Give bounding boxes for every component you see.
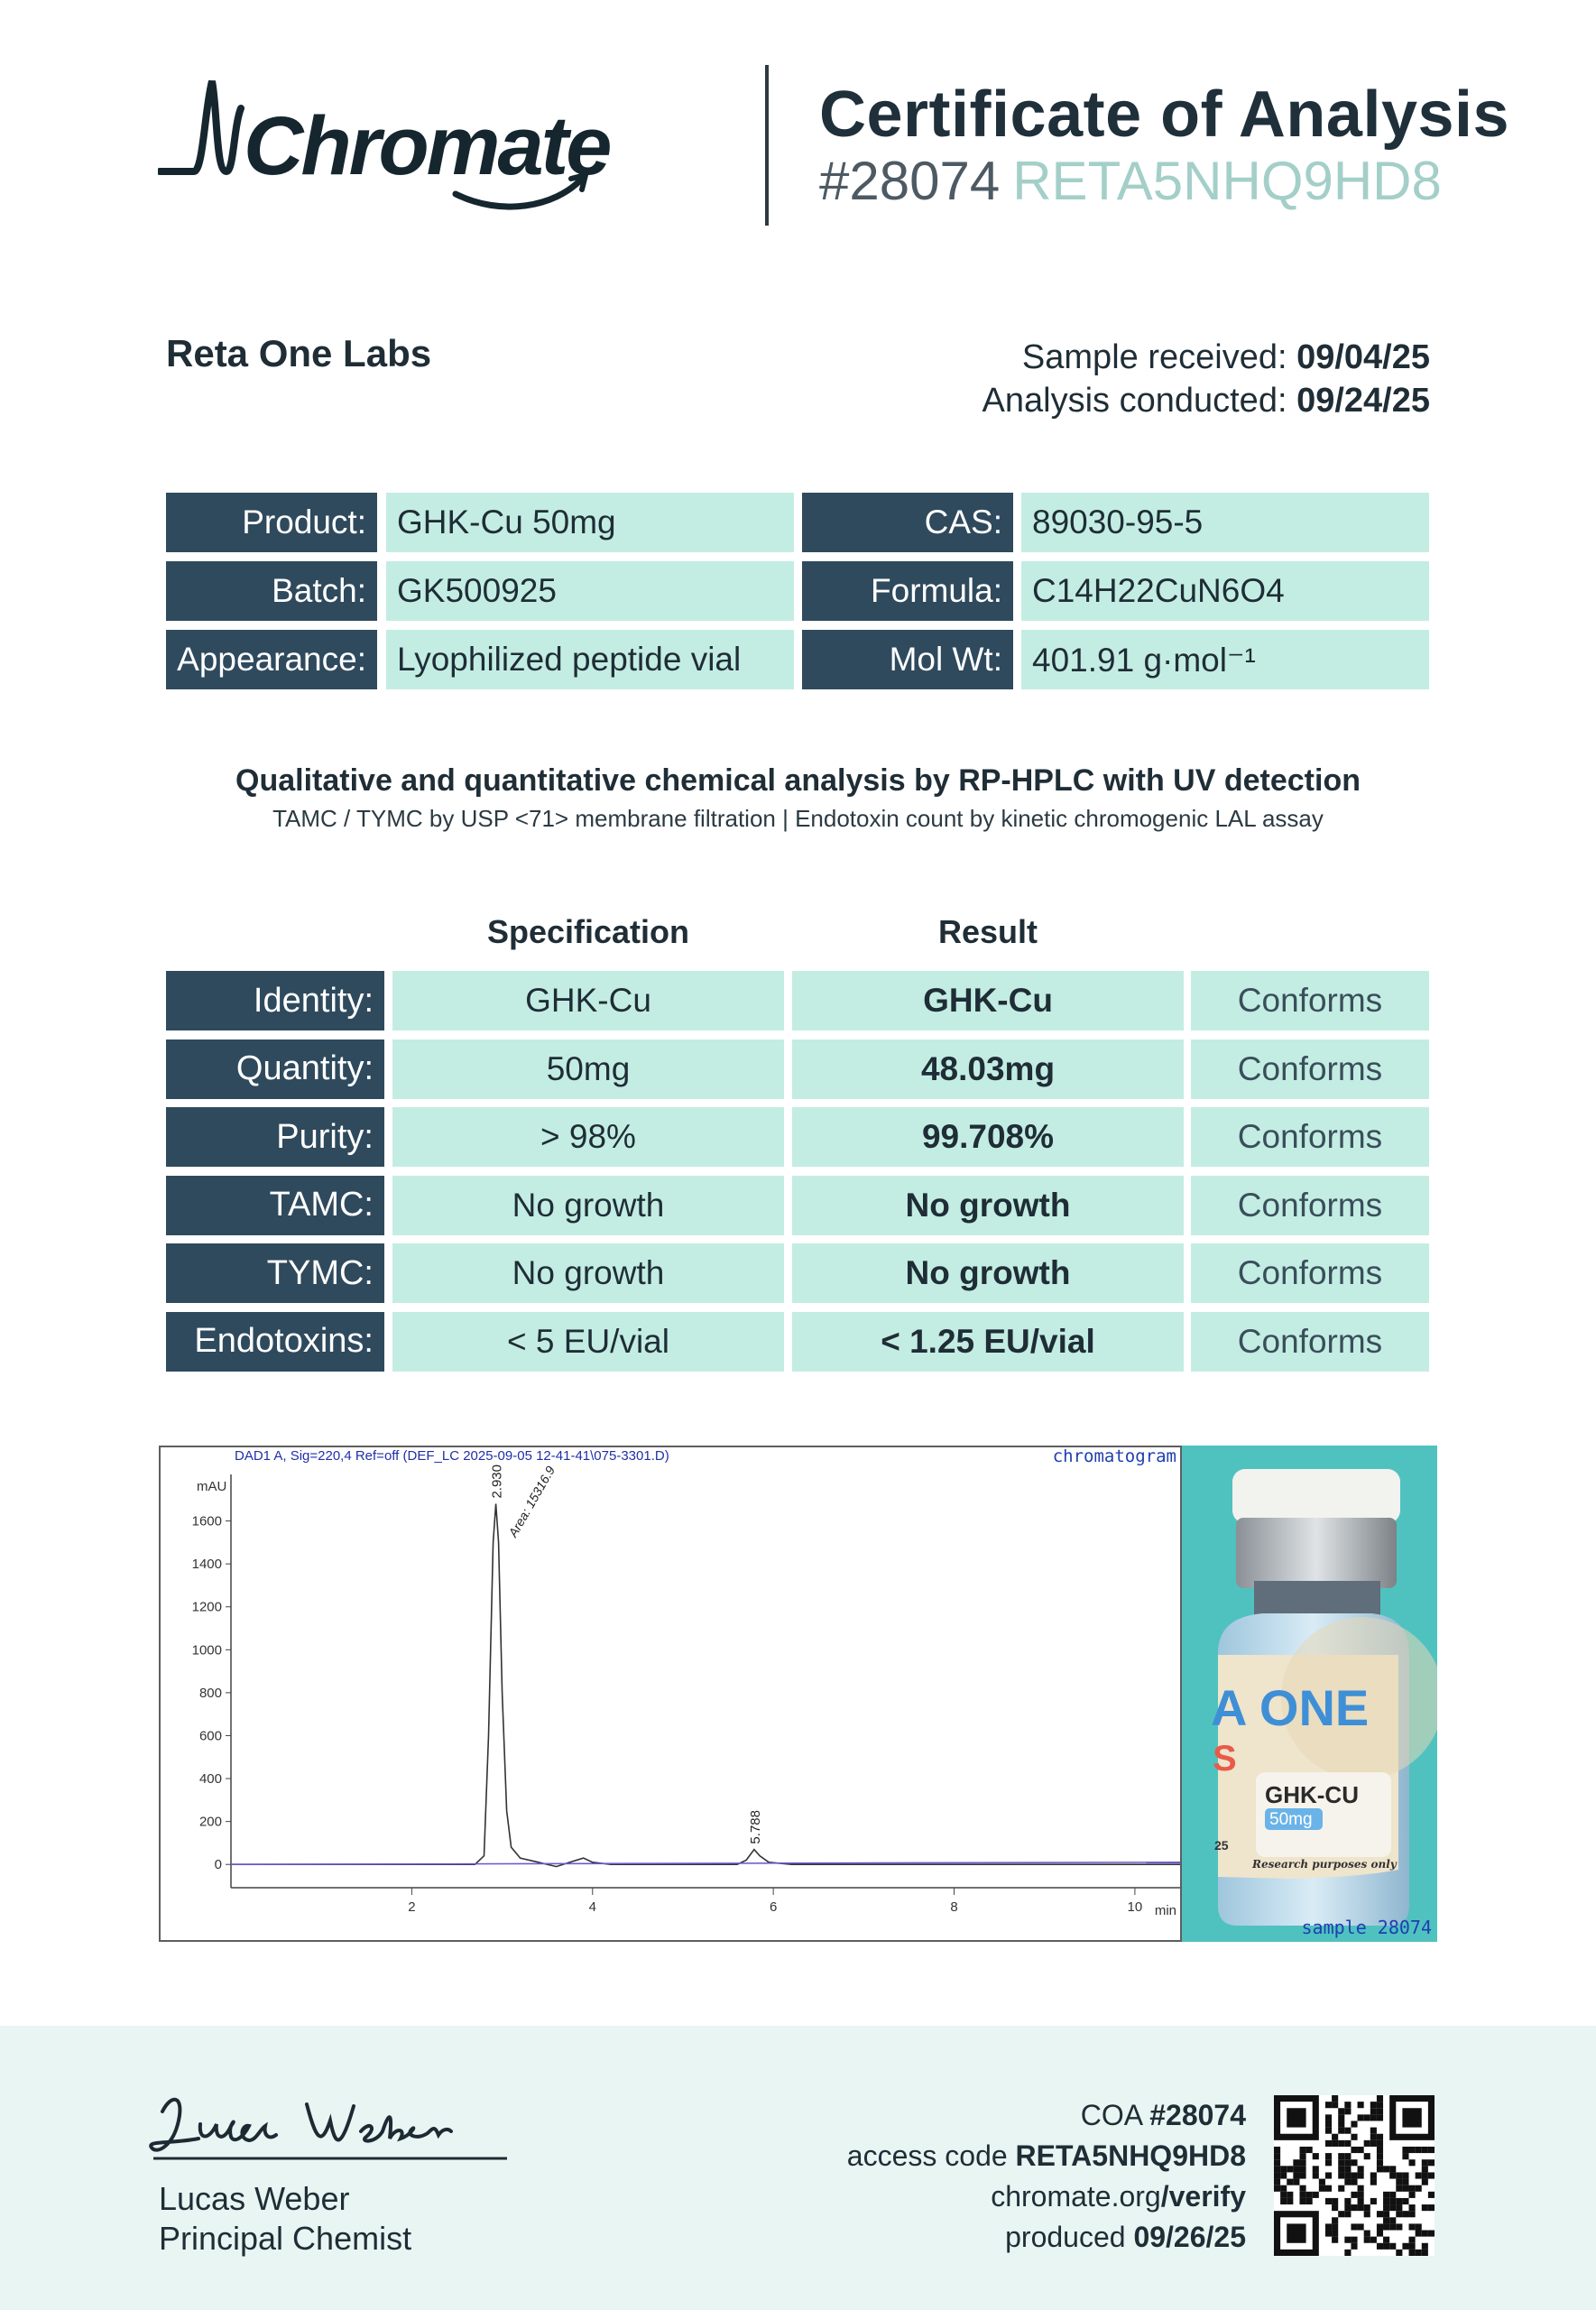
qr-code[interactable] — [1274, 2095, 1435, 2256]
result-column-header: Result — [937, 913, 1038, 950]
access-code: RETA5NHQ9HD8 — [1015, 2139, 1246, 2172]
svg-text:50mg: 50mg — [1269, 1810, 1313, 1829]
info-label: Formula: — [802, 561, 1013, 621]
y-tick-label: 1400 — [191, 1557, 222, 1573]
result-row-value: No growth — [792, 1176, 1184, 1235]
vial-illustration — [1182, 1446, 1437, 1942]
verify-link[interactable] — [847, 2176, 1246, 2217]
peak-rt-label: 5.788 — [747, 1810, 763, 1844]
info-label: Appearance: — [166, 630, 377, 689]
peak-area-label: Area: 15316.9 — [505, 1463, 558, 1540]
info-label: Mol Wt: — [802, 630, 1013, 689]
signer-name: Lucas Weber — [159, 2180, 350, 2217]
vial-product-text: GHK-CU — [1265, 1781, 1359, 1808]
signal-trace — [231, 1504, 1180, 1867]
result-row-spec: < 5 EU/vial — [392, 1312, 784, 1372]
signature — [144, 2084, 523, 2179]
info-value: C14H22CuN6O4 — [1021, 561, 1429, 621]
result-row-spec: No growth — [392, 1176, 784, 1235]
info-value: 89030-95-5 — [1021, 493, 1429, 552]
method-title: Qualitative and quantitative chemical analysis by RP-HPLC with UV detection — [235, 763, 1361, 798]
info-label: Batch: — [166, 561, 377, 621]
result-row-label: TAMC: — [166, 1176, 384, 1235]
brand-name: Chromate — [244, 100, 610, 192]
svg-text:25: 25 — [1214, 1838, 1229, 1853]
result-row-status: Conforms — [1191, 1176, 1429, 1235]
vial-note-text: Research purposes only — [1252, 1858, 1397, 1871]
result-row-label: Endotoxins: — [166, 1312, 384, 1372]
y-tick-label: 1200 — [191, 1599, 222, 1615]
result-row-status: Conforms — [1191, 1312, 1429, 1372]
verify-domain: chromate.org — [991, 2180, 1161, 2213]
result-row-label: Purity: — [166, 1107, 384, 1167]
result-row-spec: No growth — [392, 1243, 784, 1303]
x-tick-label: 8 — [950, 1899, 958, 1915]
header-divider — [765, 65, 769, 226]
chromatogram-chart — [161, 1447, 1180, 1940]
vial-brand-text: A ONE — [1211, 1679, 1370, 1736]
y-tick-label: 1600 — [191, 1513, 222, 1529]
result-row-label: TYMC: — [166, 1243, 384, 1303]
y-tick-label: 1000 — [191, 1642, 222, 1659]
chromatogram-panel — [159, 1446, 1182, 1942]
coa-number: #28074 — [1149, 2099, 1246, 2131]
coa-label: COA — [1080, 2099, 1142, 2131]
produced-label: produced — [1005, 2221, 1126, 2253]
result-row-value: 99.708% — [792, 1107, 1184, 1167]
info-value: 401.91 g·mol⁻¹ — [1021, 630, 1429, 689]
access-label: access code — [846, 2139, 1008, 2172]
result-row-status: Conforms — [1191, 971, 1429, 1030]
produced-date: 09/26/25 — [1133, 2221, 1246, 2253]
client-name: Reta One Labs — [166, 332, 432, 374]
info-value: GK500925 — [386, 561, 794, 621]
chart-title: DAD1 A, Sig=220,4 Ref=off (DEF_LC 2025-09-05 12-41-41\075-3301.D) — [235, 1448, 669, 1464]
y-tick-label: 0 — [214, 1857, 222, 1873]
method-subtitle: TAMC / TYMC by USP <71> membrane filtration | Endotoxin count by kinetic chromogenic LAL assay — [272, 805, 1324, 832]
y-tick-label: 600 — [198, 1728, 222, 1744]
info-label: Product: — [166, 493, 377, 552]
conducted-label: Analysis conducted: — [982, 382, 1287, 420]
result-row-label: Quantity: — [166, 1040, 384, 1099]
conducted-date: 09/24/25 — [1296, 382, 1430, 420]
svg-text:S: S — [1213, 1739, 1237, 1779]
received-label: Sample received: — [1021, 338, 1287, 376]
certificate-id — [819, 150, 1442, 212]
result-row-spec: > 98% — [392, 1107, 784, 1167]
y-axis-label: mAU — [197, 1479, 227, 1494]
x-tick-label: 6 — [769, 1899, 778, 1915]
qr-code-icon — [1274, 2095, 1435, 2256]
handwritten-signature-image — [144, 2084, 523, 2175]
result-row-status: Conforms — [1191, 1243, 1429, 1303]
sample-label: sample 28074 — [1301, 1917, 1432, 1938]
sample-vial-photo — [1182, 1446, 1437, 1942]
chart-corner-label: chromatogram — [1052, 1447, 1176, 1466]
peak-rt-label: 2.930 — [489, 1465, 505, 1499]
x-tick-label: 2 — [408, 1899, 416, 1915]
result-row-value: < 1.25 EU/vial — [792, 1312, 1184, 1372]
certificate-code: RETA5NHQ9HD8 — [1012, 151, 1442, 211]
result-row-status: Conforms — [1191, 1040, 1429, 1099]
result-row-value: GHK-Cu — [792, 971, 1184, 1030]
x-tick-label: 4 — [588, 1899, 596, 1915]
result-row-spec: 50mg — [392, 1040, 784, 1099]
y-tick-label: 400 — [198, 1771, 222, 1788]
sample-dates — [983, 336, 1430, 422]
verification-block — [847, 2095, 1246, 2258]
result-row-status: Conforms — [1191, 1107, 1429, 1167]
x-axis-label: min — [1154, 1903, 1176, 1918]
y-tick-label: 800 — [198, 1685, 222, 1701]
result-row-spec: GHK-Cu — [392, 971, 784, 1030]
spec-column-header: Specification — [486, 913, 690, 950]
received-date: 09/04/25 — [1296, 338, 1430, 376]
page-title: Certificate of Analysis — [819, 79, 1510, 151]
chromate-logo — [158, 72, 627, 226]
y-tick-label: 200 — [198, 1814, 222, 1830]
certificate-number: #28074 — [819, 151, 1001, 211]
info-value: GHK-Cu 50mg — [386, 493, 794, 552]
signer-role: Principal Chemist — [159, 2220, 412, 2257]
info-label: CAS: — [802, 493, 1013, 552]
verify-path: /verify — [1160, 2180, 1246, 2213]
result-row-label: Identity: — [166, 971, 384, 1030]
result-row-value: 48.03mg — [792, 1040, 1184, 1099]
info-value: Lyophilized peptide vial — [386, 630, 794, 689]
x-tick-label: 10 — [1127, 1899, 1143, 1915]
result-row-value: No growth — [792, 1243, 1184, 1303]
